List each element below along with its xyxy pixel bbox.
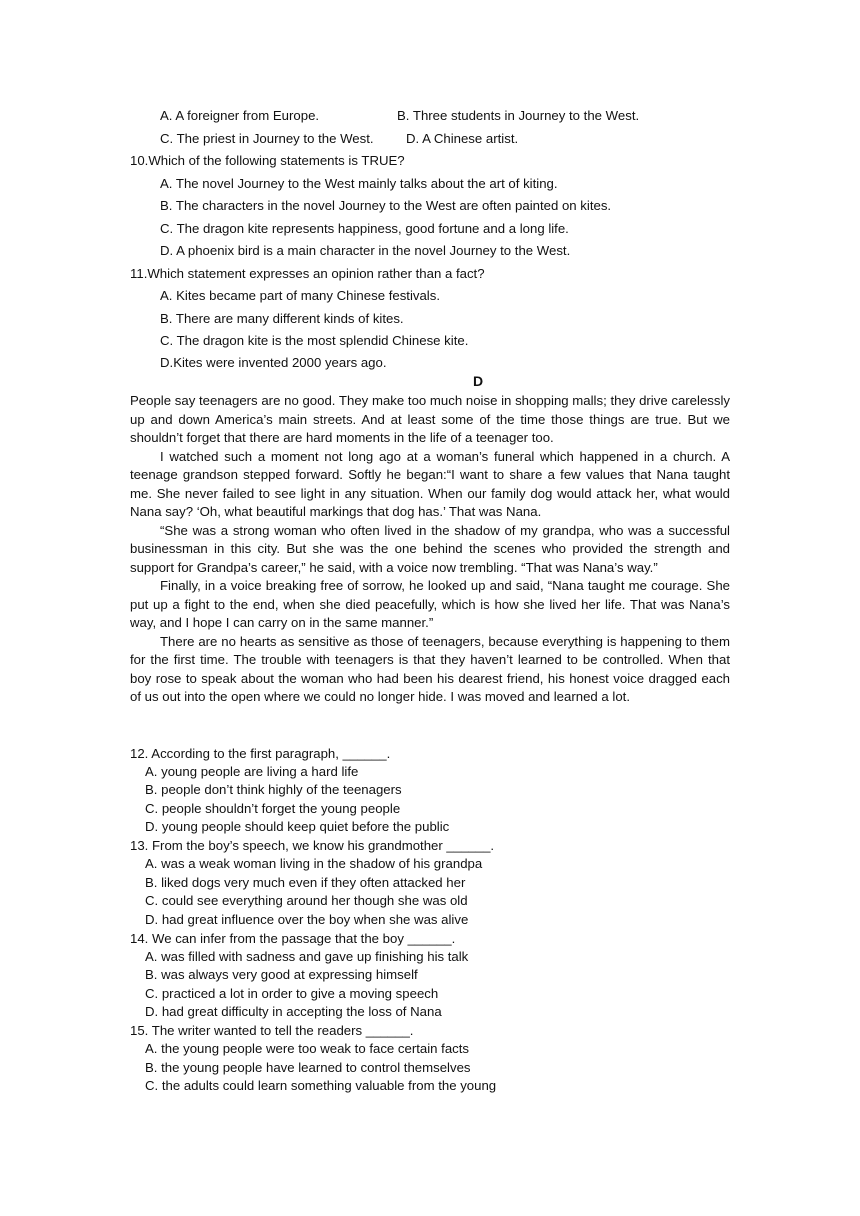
passage-paragraph: Finally, in a voice breaking free of sorrow, he looked up and said, “Nana taught me courage. She put up a fight to the end, when she died peacefully, which is how she lived her life. That was Nana’s way, and I hope I can carry on in the same manner.” — [130, 578, 730, 630]
q11-option: D.Kites were invented 2000 years ago. — [160, 355, 387, 370]
q11-option: C. The dragon kite is the most splendid Chinese kite. — [160, 333, 469, 348]
passage-paragraph: There are no hearts as sensitive as those of teenagers, because everything is happening to them for the first time. The trouble with teenagers is that they haven’t learned to be controlled. When that boy rose to speak about the woman who had been his dearest friend, his honest voice dragged each of us out into the open where we could no longer hide. I was moved and learned a lot. — [130, 633, 730, 704]
q14-option: C. practiced a lot in order to give a moving speech — [145, 986, 439, 1001]
q12-option: C. people shouldn’t forget the young people — [145, 801, 401, 816]
section-heading: D — [473, 373, 484, 389]
q14-option: D. had great difficulty in accepting the loss of Nana — [145, 1004, 442, 1019]
q12-stem: 12. According to the first paragraph, ______. — [130, 746, 391, 761]
q9-option-a: A. A foreigner from Europe. — [160, 108, 320, 123]
q13-stem: 13. From the boy’s speech, we know his grandmother ______. — [130, 838, 495, 853]
q10-option: D. A phoenix bird is a main character in the novel Journey to the West. — [160, 243, 571, 258]
q11-stem: 11.Which statement expresses an opinion rather than a fact? — [130, 266, 485, 281]
passage-paragraph: “She was a strong woman who often lived in the shadow of my grandpa, who was a successful businessman in this city. But she was the one behind the scenes who provided the strength and support for Grandpa’s career,” he said, with a voice now trembling. “That was Nana’s way.” — [130, 522, 730, 575]
q15-option: B. the young people have learned to control themselves — [145, 1060, 471, 1075]
q12-option: B. people don’t think highly of the teenagers — [145, 782, 402, 797]
passage — [130, 392, 730, 707]
q10-stem: 10.Which of the following statements is TRUE? — [130, 153, 405, 168]
q15-option: C. the adults could learn something valuable from the young — [145, 1078, 497, 1093]
q10-option: B. The characters in the novel Journey to the West are often painted on kites. — [160, 198, 612, 213]
q15-option: A. the young people were too weak to face certain facts — [145, 1041, 470, 1056]
q15-stem: 15. The writer wanted to tell the readers ______. — [130, 1023, 414, 1038]
q11-option: A. Kites became part of many Chinese festivals. — [160, 288, 440, 303]
q12-option: A. young people are living a hard life — [145, 764, 359, 779]
q14-option: A. was filled with sadness and gave up finishing his talk — [145, 949, 469, 964]
q13-option: C. could see everything around her though she was old — [145, 893, 468, 908]
passage-paragraph: People say teenagers are no good. They make too much noise in shopping malls; they drive carelessly up and down America’s main streets. And at least some of the time those things are true. But we shouldn’t forget that there are hard moments in the life of a teenager too. — [130, 393, 730, 445]
passage-paragraph: I watched such a moment not long ago at a woman’s funeral which happened in a church. A teenage grandson stepped forward. Softly he began:“I want to share a few values that Nana taught me. She never failed to see light in any situation. When our family dog would attack her, what would Nana say? ‘Oh, what beautiful markings that dog has.’ That was Nana. — [130, 448, 730, 519]
q12-option: D. young people should keep quiet before the public — [145, 819, 450, 834]
q9-option-c: C. The priest in Journey to the West. — [160, 131, 374, 146]
q13-option: B. liked dogs very much even if they often attacked her — [145, 875, 466, 890]
q9-option-d: D. A Chinese artist. — [406, 131, 519, 146]
q11-option: B. There are many different kinds of kites. — [160, 311, 404, 326]
q10-option: A. The novel Journey to the West mainly talks about the art of kiting. — [160, 176, 558, 191]
q14-option: B. was always very good at expressing himself — [145, 967, 418, 982]
q13-option: D. had great influence over the boy when she was alive — [145, 912, 469, 927]
q14-stem: 14. We can infer from the passage that the boy ______. — [130, 931, 456, 946]
q10-option: C. The dragon kite represents happiness, good fortune and a long life. — [160, 221, 569, 236]
q13-option: A. was a weak woman living in the shadow of his grandpa — [145, 856, 483, 871]
q9-option-b: B. Three students in Journey to the West. — [397, 108, 640, 123]
